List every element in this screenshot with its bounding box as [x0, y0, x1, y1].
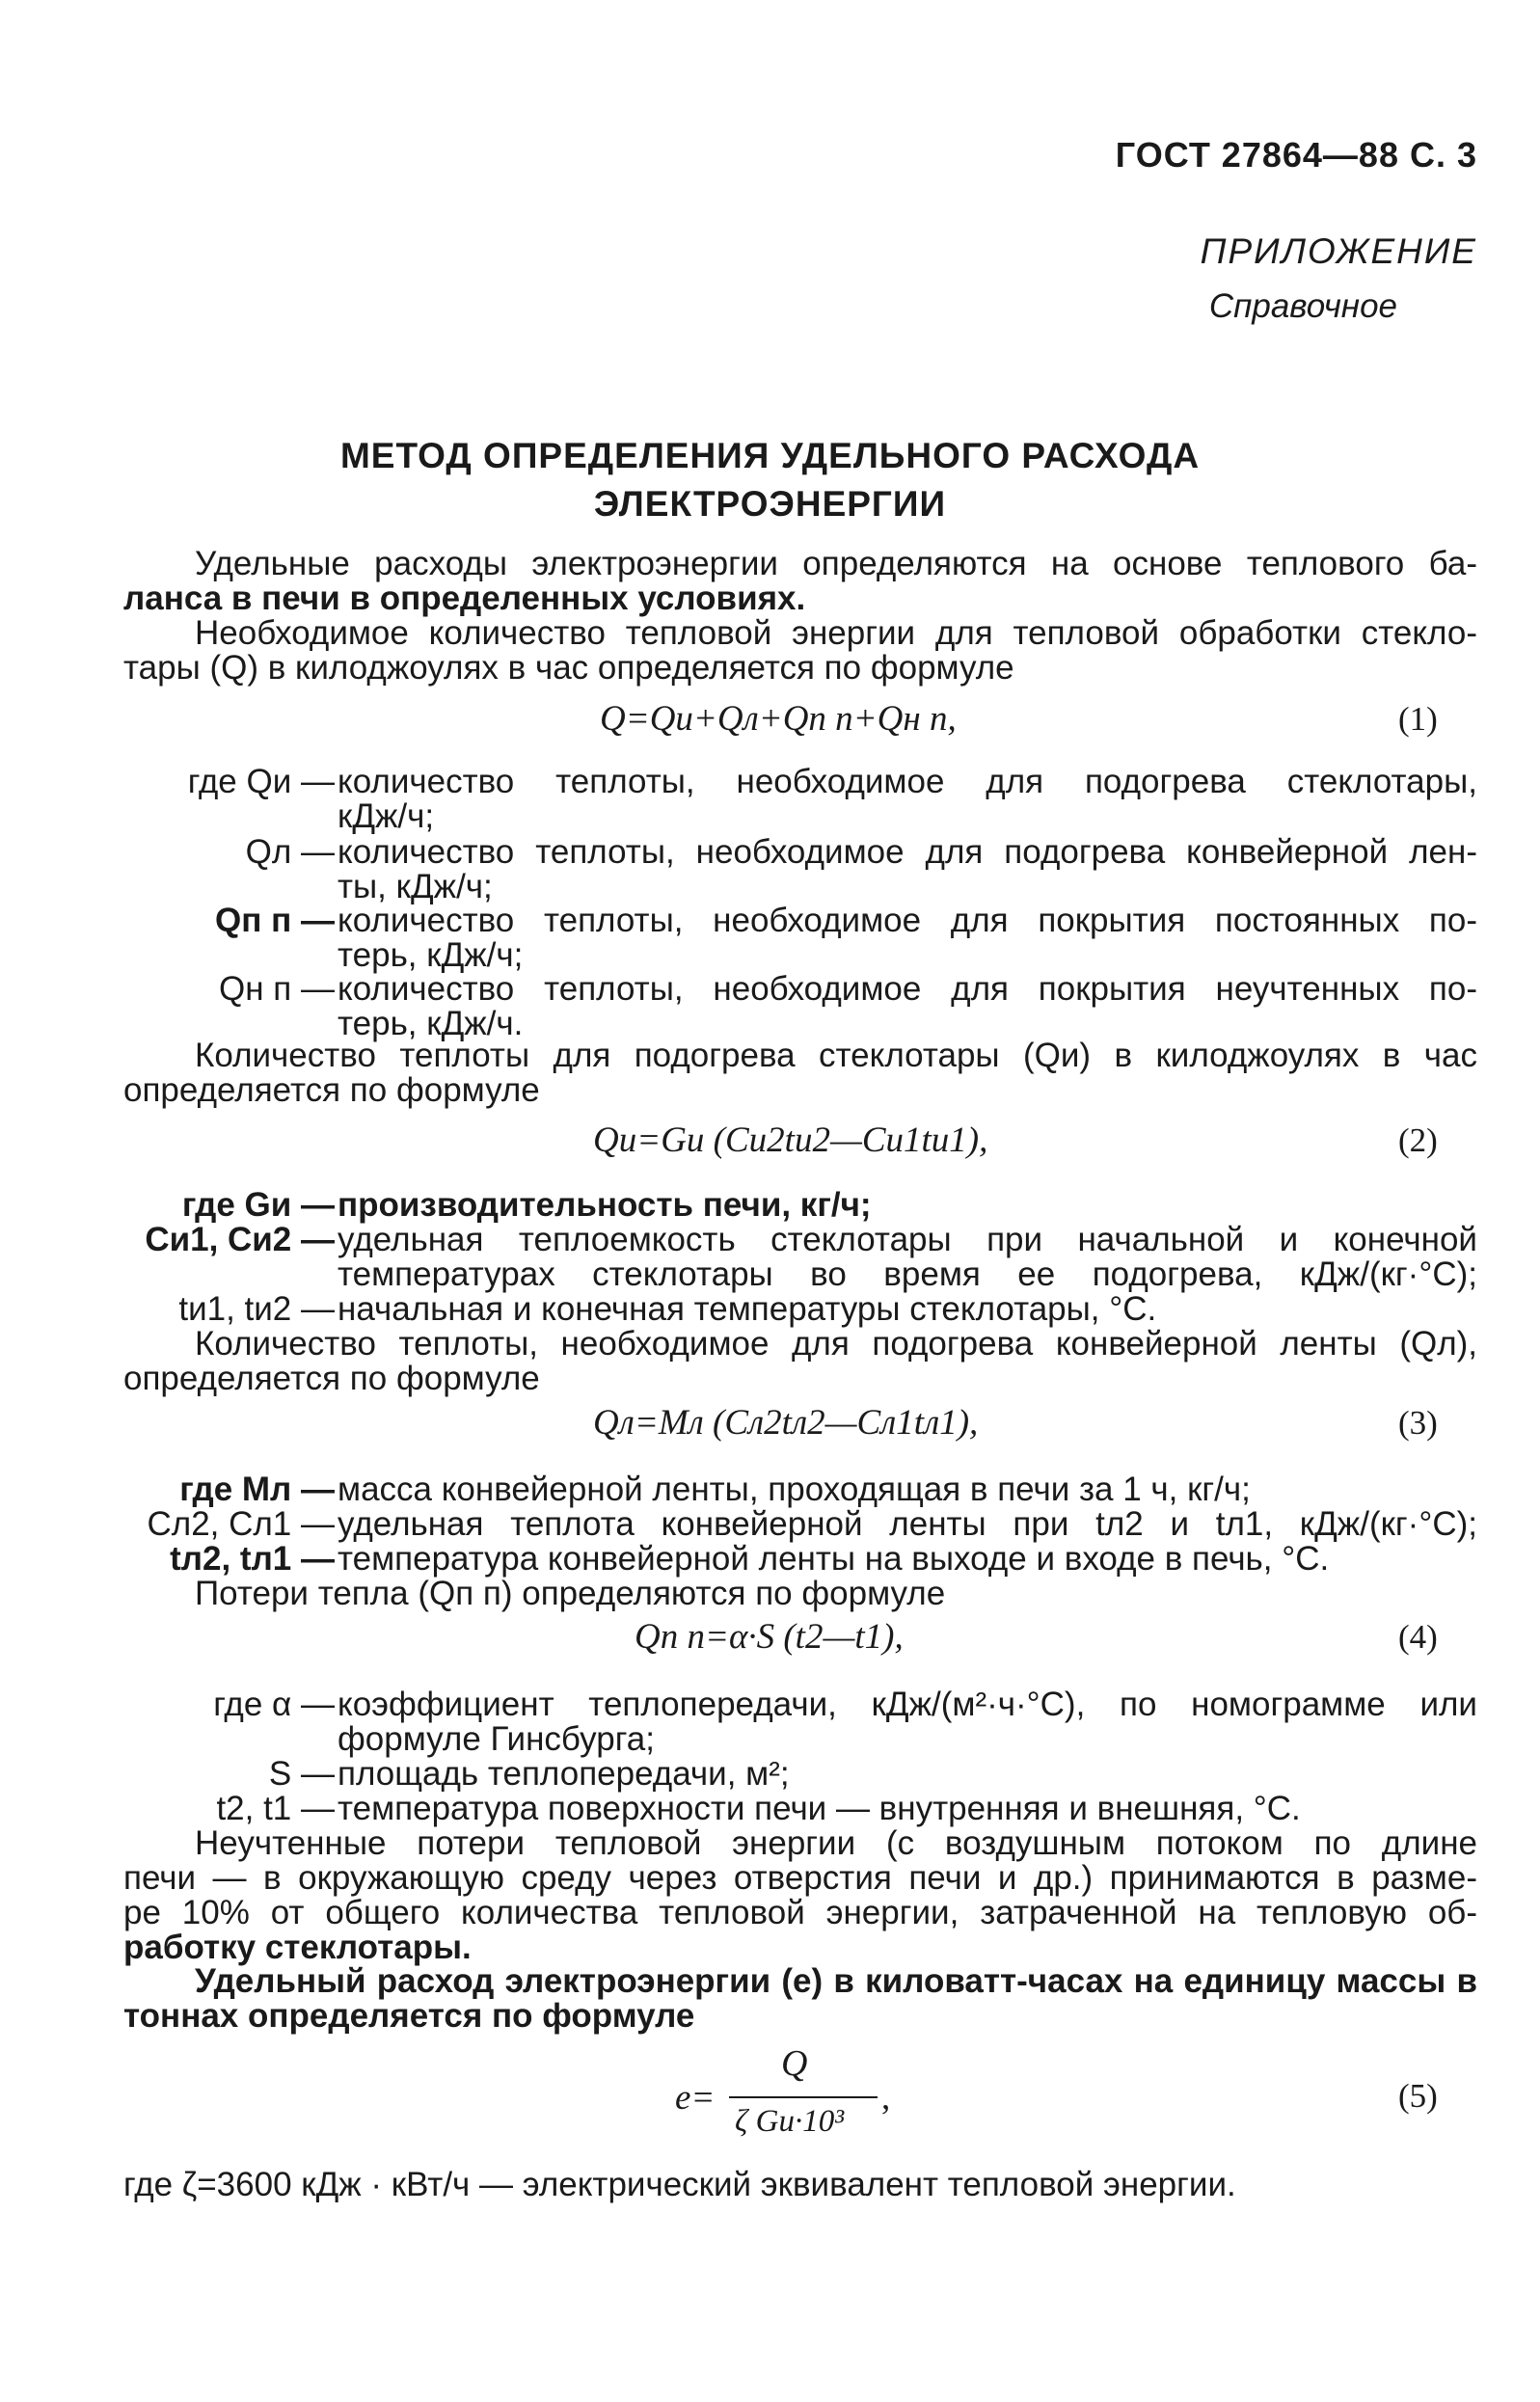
- def1-text-ql: количество теплоты, необходимое для подогрева конвейерной лен- ты, кДж/ч;: [338, 833, 1477, 905]
- def2-label-gi: где Gи —: [181, 1186, 335, 1224]
- formula-2-number: (2): [1398, 1121, 1438, 1159]
- section-title: [0, 432, 1540, 528]
- def3-label-tl: tл2, tл1 —: [170, 1540, 335, 1578]
- def2-label-ti: tи1, tи2 —: [178, 1290, 335, 1328]
- paragraph-4: [123, 1327, 1477, 1396]
- paragraph-7-line-2: тоннах определяется по формуле: [123, 1997, 695, 2035]
- section-title-line-2: ЭЛЕКТРОЭНЕРГИИ: [593, 484, 947, 524]
- paragraph-1-line-1: Удельные расходы электроэнергии определяются на основе теплового ба-: [195, 545, 1477, 582]
- paragraph-3: [123, 1039, 1477, 1108]
- def2-text-ci: удельная теплоемкость стеклотары при начальной и конечной температурах стеклотары во время ее подогрева, кДж/(кг·°С);: [338, 1221, 1477, 1293]
- def1-label-ql: Qл —: [245, 833, 335, 871]
- def4-label-alpha: где α —: [213, 1686, 335, 1723]
- def1-label-qi: где Qи —: [187, 763, 335, 800]
- def4-label-t: t2, t1 —: [216, 1790, 335, 1827]
- formula-3-number: (3): [1398, 1404, 1438, 1442]
- appendix-label: ПРИЛОЖЕНИЕ: [1200, 231, 1477, 271]
- paragraph-3-line-1: Количество теплоты для подогрева стеклотары (Qи) в килоджоулях в час: [195, 1037, 1477, 1074]
- paragraph-7-line-1: Удельный расход электроэнергии (e) в киловатт-часах на единицу массы в: [195, 1962, 1477, 2000]
- paragraph-2-line-2: тары (Q) в килоджоулях в час определяется по формуле: [123, 649, 1014, 687]
- formula-5-number: (5): [1398, 2077, 1438, 2115]
- paragraph-1-line-2: ланса в печи в определенных условиях.: [123, 580, 806, 617]
- formula-4-number: (4): [1398, 1618, 1438, 1656]
- def1-text-qnp: количество теплоты, необходимое для покрытия неучтенных по- терь, кДж/ч.: [338, 970, 1477, 1042]
- section-title-line-1: МЕТОД ОПРЕДЕЛЕНИЯ УДЕЛЬНОГО РАСХОДА: [339, 436, 1201, 475]
- paragraph-6: [123, 1826, 1477, 1965]
- def3-label-cl: Cл2, Cл1 —: [147, 1505, 335, 1543]
- paragraph-5: Потери тепла (Qп п) определяются по формуле: [195, 1575, 946, 1612]
- def2-label-ci: Cи1, Cи2 —: [145, 1221, 335, 1258]
- formula-5-lhs: e=: [675, 2078, 716, 2118]
- paragraph-6-line-3: ре 10% от общего количества тепловой энергии, затраченной на тепловую об-: [123, 1894, 1477, 1931]
- paragraph-6-line-1: Неучтенные потери тепловой энергии (с воздушным потоком по длине: [195, 1824, 1477, 1862]
- formula-5-numerator: Q: [781, 2043, 808, 2084]
- def1-text-qpp: количество теплоты, необходимое для покрытия постоянных по- терь, кДж/ч;: [338, 902, 1477, 974]
- def4-text-s: площадь теплопередачи, м²;: [338, 1755, 790, 1793]
- formula-5-fraction-bar: [729, 2096, 878, 2098]
- def1-label-qnp: Qн п —: [219, 970, 335, 1008]
- def2-text-gi: производительность печи, кг/ч;: [338, 1186, 872, 1224]
- paragraph-2: [123, 616, 1477, 686]
- def4-label-s: S —: [268, 1755, 335, 1793]
- formula-5-comma: ,: [881, 2078, 891, 2118]
- formula-2: Qи=Gи (Cи2tи2—Cи1tи1),: [593, 1120, 988, 1160]
- formula-1-number: (1): [1398, 700, 1438, 738]
- def1-text-qi: количество теплоты, необходимое для подогрева стеклотары, кДж/ч;: [338, 763, 1477, 835]
- def3-text-ml: масса конвейерной ленты, проходящая в печи за 1 ч, кг/ч;: [338, 1471, 1251, 1508]
- paragraph-1: [123, 547, 1477, 616]
- paragraph-6-line-4: работку стеклотары.: [123, 1929, 472, 1966]
- gost-page-header: ГОСТ 27864—88 С. 3: [1115, 135, 1477, 175]
- paragraph-2-line-1: Необходимое количество тепловой энергии для тепловой обработки стекло-: [195, 614, 1477, 652]
- paragraph-6-line-2: печи — в окружающую среду через отверстия печи и др.) принимаются в разме-: [123, 1859, 1477, 1897]
- def1-label-qpp: Qп п —: [215, 902, 335, 939]
- paragraph-7: [123, 1964, 1477, 2034]
- def4-text-alpha: коэффициент теплопередачи, кДж/(м²·ч·°С), по номограмме или формуле Гинсбурга;: [338, 1686, 1477, 1758]
- final-line: где ζ=3600 кДж · кВт/ч — электрический эквивалент тепловой энергии.: [123, 2166, 1236, 2203]
- paragraph-4-line-1: Количество теплоты, необходимое для подогрева конвейерной ленты (Qл),: [195, 1325, 1477, 1363]
- def3-text-tl: температура конвейерной ленты на выходе и входе в печь, °С.: [338, 1540, 1330, 1578]
- def3-text-cl: удельная теплота конвейерной ленты при tл2 и tл1, кДж/(кг·°С);: [338, 1505, 1477, 1543]
- reference-label: Справочное: [1208, 287, 1397, 325]
- formula-5-denominator: ζ Gи·10³: [735, 2104, 845, 2139]
- def2-text-ti: начальная и конечная температуры стеклотары, °С.: [338, 1290, 1157, 1328]
- formula-1: Q=Qи+Qл+Qп п+Qн п,: [600, 699, 957, 739]
- formula-3: Qл=Mл (Cл2tл2—Cл1tл1),: [593, 1403, 979, 1443]
- paragraph-4-line-2: определяется по формуле: [123, 1360, 540, 1397]
- paragraph-3-line-2: определяется по формуле: [123, 1071, 540, 1109]
- formula-4: Qп п=α·S (t2—t1),: [635, 1617, 904, 1657]
- def3-label-ml: где Mл —: [179, 1471, 335, 1508]
- def4-text-t: температура поверхности печи — внутренняя и внешняя, °С.: [338, 1790, 1301, 1827]
